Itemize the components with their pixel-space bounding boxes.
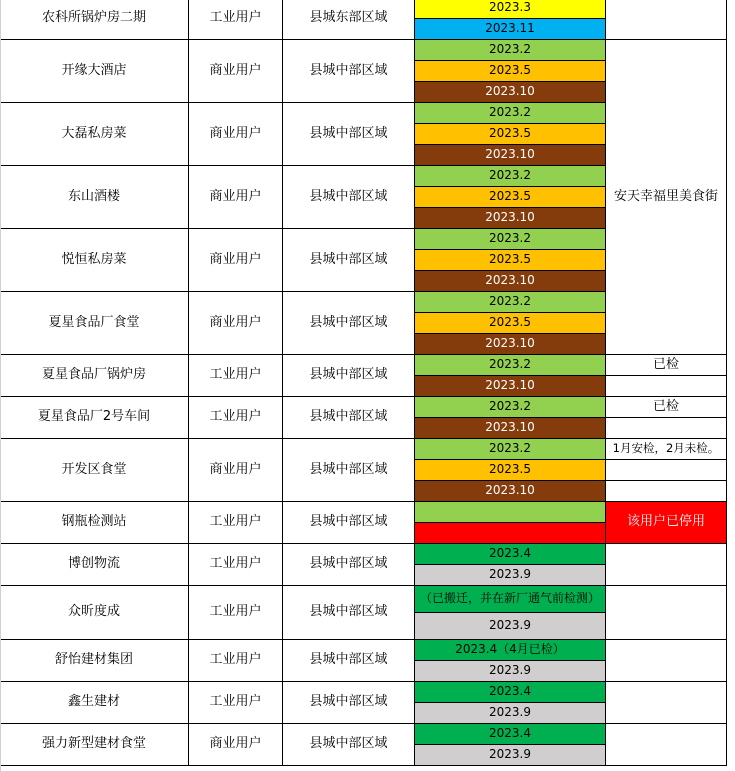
customer-name-cell[interactable] [0,640,189,682]
remark-cell[interactable] [606,439,727,460]
customer-name-cell-text: 夏星食品厂锅炉房 [41,367,146,383]
inspection-date-cell[interactable] [415,208,606,229]
user-type-cell[interactable] [189,397,283,439]
inspection-date-cell-text: 2023.10 [485,84,535,99]
inspection-date-cell-text: 2023.10 [485,336,535,351]
inspection-date-cell-text: 2023.10 [485,378,535,393]
area-cell-text: 县城中部区域 [309,125,388,141]
inspection-date-cell-text: 2023.9 [489,618,531,633]
inspection-date-cell[interactable] [415,640,606,661]
inspection-date-cell-text: 2023.5 [489,126,531,141]
inspection-date-cell-text: 2023.10 [485,483,535,498]
area-cell[interactable] [283,586,415,640]
inspection-date-cell[interactable] [415,544,606,565]
remark-cell[interactable] [606,682,727,724]
remark-cell[interactable] [606,418,727,439]
remark-cell-text: 1月安检，2月未检。 [612,441,720,456]
area-cell[interactable] [283,397,415,439]
user-type-cell-text: 商业用户 [209,188,262,204]
inspection-date-cell[interactable] [415,229,606,250]
customer-name-cell[interactable] [0,724,189,766]
area-cell[interactable] [283,502,415,544]
remark-cell-text: 该用户已停用 [626,514,705,530]
area-cell-text: 县城中部区域 [309,62,388,78]
inspection-date-cell[interactable] [415,334,606,355]
customer-name-cell-text: 博创物流 [67,556,120,572]
inspection-date-cell[interactable] [415,166,606,187]
customer-name-cell-text: 众昕度成 [67,604,120,620]
customer-name-cell-text: 钢瓶检测站 [61,514,127,530]
user-type-cell[interactable] [189,229,283,292]
customer-name-cell-text: 农科所锅炉房二期 [41,10,146,26]
remark-cell[interactable] [606,376,727,397]
customer-name-cell-text: 鑫生建材 [67,694,120,710]
inspection-date-cell[interactable] [415,313,606,334]
area-cell-text: 县城中部区域 [309,409,388,425]
area-cell[interactable] [283,40,415,103]
remark-cell-text: 已检 [652,398,679,414]
customer-name-cell[interactable] [0,229,189,292]
user-type-cell[interactable] [189,586,283,640]
inspection-date-cell[interactable] [415,460,606,481]
inspection-date-cell[interactable] [415,397,606,418]
area-cell[interactable] [283,544,415,586]
remark-cell[interactable] [606,355,727,376]
customer-name-cell-text: 舒怡建材集团 [54,652,133,668]
customer-name-cell-text: 夏星食品厂2号车间 [37,409,151,425]
user-type-cell-text: 工业用户 [209,694,262,710]
inspection-date-cell-text: 2023.5 [489,63,531,78]
inspection-date-cell-text: 2023.2 [489,42,531,57]
remark-cell[interactable] [606,397,727,418]
inspection-date-cell-text: 2023.11 [485,21,535,36]
customer-name-cell-text: 夏星食品厂食堂 [48,314,140,330]
customer-name-cell[interactable] [0,166,189,229]
inspection-date-cell[interactable] [415,586,606,613]
inspection-date-cell[interactable] [415,523,606,544]
user-type-cell-text: 商业用户 [209,736,262,752]
user-type-cell[interactable] [189,640,283,682]
inspection-date-cell[interactable] [415,103,606,124]
customer-name-cell[interactable] [0,292,189,355]
area-cell[interactable] [283,0,415,40]
inspection-date-cell[interactable] [415,418,606,439]
user-type-cell-text: 工业用户 [209,514,262,530]
area-cell-text: 县城中部区域 [309,514,388,530]
area-cell-text: 县城中部区域 [309,367,388,383]
user-type-cell-text: 商业用户 [209,461,262,477]
remark-cell-text: 已检 [652,356,679,372]
user-type-cell[interactable] [189,355,283,397]
inspection-date-cell[interactable] [415,40,606,61]
user-type-cell-text: 商业用户 [209,314,262,330]
inspection-date-cell[interactable] [415,292,606,313]
inspection-date-cell[interactable] [415,271,606,292]
area-cell[interactable] [283,292,415,355]
area-cell-text: 县城中部区域 [309,461,388,477]
inspection-date-cell-text: 2023.4 [489,684,531,699]
customer-name-cell[interactable] [0,40,189,103]
inspection-date-cell-text: 2023.3 [489,0,531,15]
area-cell-text: 县城中部区域 [309,652,388,668]
inspection-date-cell-text: 2023.9 [489,747,531,762]
inspection-date-cell[interactable] [415,61,606,82]
inspection-date-cell-text: 2023.5 [489,462,531,477]
area-cell[interactable] [283,640,415,682]
inspection-date-cell-text: （已搬迁，并在新厂通气前检测） [419,591,600,606]
inspection-date-cell-text: 2023.2 [489,357,531,372]
inspection-date-cell-text: 2023.9 [489,705,531,720]
area-cell-text: 县城东部区域 [309,10,388,26]
inspection-date-cell[interactable] [415,187,606,208]
inspection-date-cell[interactable] [415,376,606,397]
inspection-date-cell-text: 2023.4（4月已检） [455,642,565,657]
cell-divider [606,480,727,481]
inspection-date-cell-text: 2023.9 [489,567,531,582]
user-type-cell[interactable] [189,40,283,103]
remark-cell[interactable] [606,544,727,586]
customer-name-cell[interactable] [0,103,189,166]
user-type-cell-text: 工业用户 [209,652,262,668]
inspection-date-cell[interactable] [415,502,606,523]
user-type-cell[interactable] [189,439,283,502]
user-type-cell-text: 商业用户 [209,251,262,267]
inspection-date-cell-text: 2023.2 [489,231,531,246]
customer-name-cell[interactable] [0,397,189,439]
inspection-date-cell[interactable] [415,613,606,640]
area-cell-text: 县城中部区域 [309,556,388,572]
area-cell-text: 县城中部区域 [309,188,388,204]
customer-name-cell[interactable] [0,502,189,544]
area-cell[interactable] [283,166,415,229]
inspection-date-cell[interactable] [415,745,606,766]
area-cell-text: 县城中部区域 [309,694,388,710]
merged-remark-cell[interactable] [606,40,727,355]
inspection-date-cell[interactable] [415,19,606,40]
inspection-date-cell-text: 2023.2 [489,294,531,309]
area-cell-text: 县城中部区域 [309,736,388,752]
inspection-date-cell-text: 2023.2 [489,105,531,120]
user-type-cell[interactable] [189,544,283,586]
customer-name-cell-text: 开发区食堂 [61,461,127,477]
inspection-date-cell-text: 2023.2 [489,168,531,183]
grid-left-border [0,0,1,771]
inspection-date-cell-text: 2023.10 [485,210,535,225]
inspection-date-cell-text: 2023.5 [489,189,531,204]
user-type-cell[interactable] [189,103,283,166]
customer-name-cell[interactable] [0,355,189,397]
inspection-date-cell[interactable] [415,0,606,19]
inspection-date-cell[interactable] [415,481,606,502]
merged-remark-cell-text: 安天幸福里美食街 [613,188,718,204]
area-cell[interactable] [283,682,415,724]
area-cell[interactable] [283,103,415,166]
customer-name-cell[interactable] [0,439,189,502]
customer-name-cell-text: 东山酒楼 [67,188,120,204]
user-type-cell-text: 工业用户 [209,604,262,620]
inspection-date-cell-text: 2023.9 [489,663,531,678]
inspection-date-cell[interactable] [415,82,606,103]
inspection-date-cell-text: 2023.2 [489,441,531,456]
inspection-date-cell[interactable] [415,661,606,682]
customer-name-cell[interactable] [0,586,189,640]
user-type-cell-text: 工业用户 [209,556,262,572]
inspection-date-cell-text: 2023.5 [489,315,531,330]
user-type-cell-text: 商业用户 [209,125,262,141]
inspection-date-cell[interactable] [415,355,606,376]
area-cell[interactable] [283,724,415,766]
user-type-cell[interactable] [189,292,283,355]
inspection-date-cell-text: 2023.10 [485,147,535,162]
area-cell-text: 县城中部区域 [309,251,388,267]
customer-name-cell-text: 悦恒私房菜 [61,251,127,267]
user-type-cell-text: 工业用户 [209,10,262,26]
area-cell-text: 县城中部区域 [309,604,388,620]
remark-cell[interactable] [606,460,727,502]
remark-cell[interactable] [606,0,727,40]
inspection-date-cell-text: 2023.4 [489,726,531,741]
customer-name-cell[interactable] [0,0,189,40]
inspection-date-cell[interactable] [415,124,606,145]
remark-cell[interactable] [606,502,727,544]
inspection-date-cell[interactable] [415,682,606,703]
remark-cell[interactable] [606,640,727,682]
user-type-cell[interactable] [189,682,283,724]
inspection-date-cell[interactable] [415,250,606,271]
user-type-cell[interactable] [189,0,283,40]
remark-cell[interactable] [606,586,727,640]
inspection-date-cell[interactable] [415,145,606,166]
inspection-date-cell-text: 2023.5 [489,252,531,267]
inspection-date-cell[interactable] [415,703,606,724]
user-type-cell[interactable] [189,724,283,766]
inspection-date-cell[interactable] [415,724,606,745]
inspection-date-cell[interactable] [415,565,606,586]
inspection-date-cell-text: 2023.10 [485,420,535,435]
inspection-date-cell-text: 2023.4 [489,546,531,561]
user-type-cell-text: 工业用户 [209,409,262,425]
area-cell[interactable] [283,439,415,502]
inspection-date-cell[interactable] [415,439,606,460]
remark-cell[interactable] [606,724,727,766]
user-type-cell-text: 工业用户 [209,367,262,383]
area-cell[interactable] [283,229,415,292]
customer-name-cell-text: 开缘大酒店 [61,62,127,78]
area-cell-text: 县城中部区域 [309,314,388,330]
user-type-cell-text: 商业用户 [209,62,262,78]
user-type-cell[interactable] [189,166,283,229]
user-type-cell[interactable] [189,502,283,544]
inspection-date-cell-text: 2023.10 [485,273,535,288]
customer-name-cell[interactable] [0,544,189,586]
customer-name-cell[interactable] [0,682,189,724]
inspection-date-cell-text: 2023.2 [489,399,531,414]
customer-name-cell-text: 大磊私房菜 [61,125,127,141]
customer-name-cell-text: 强力新型建材食堂 [41,736,146,752]
area-cell[interactable] [283,355,415,397]
